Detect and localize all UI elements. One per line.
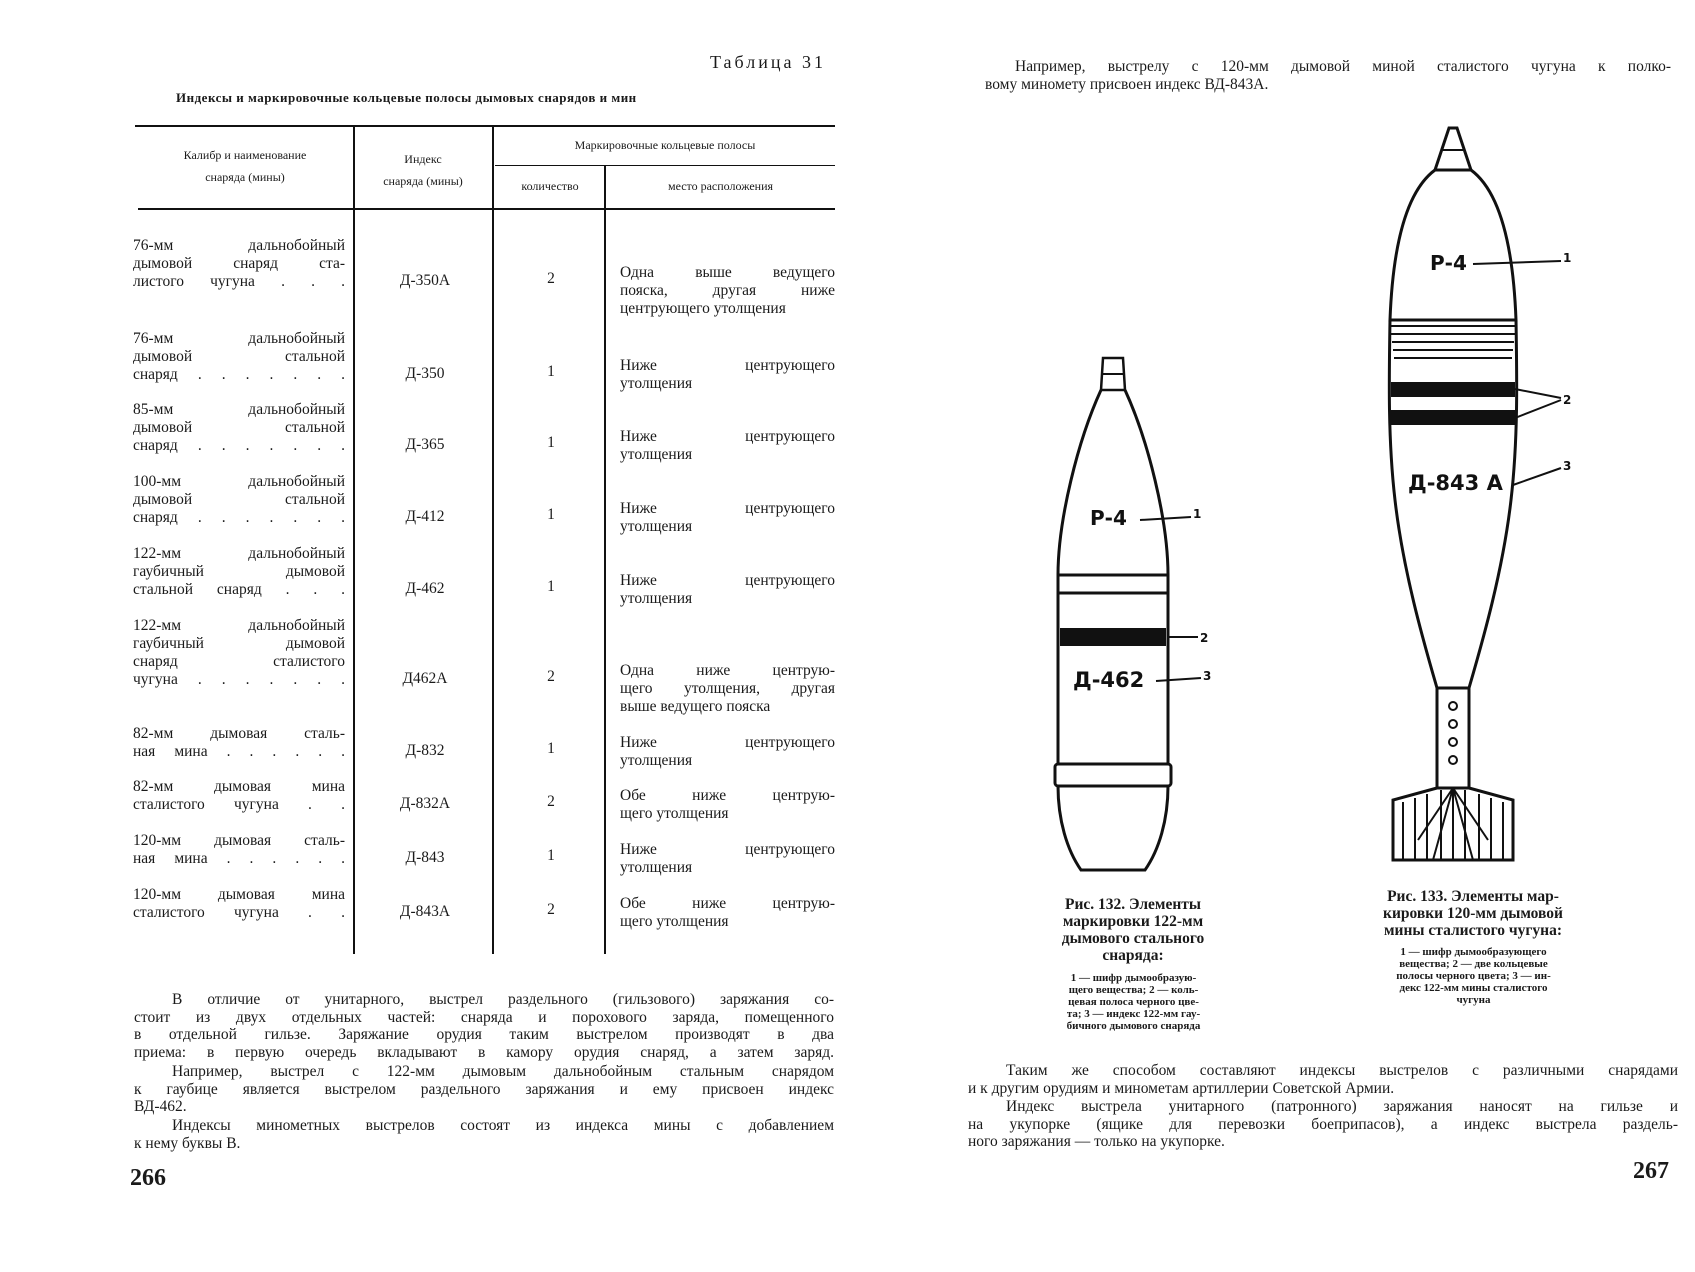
table-row-index: Д-350 [405, 365, 445, 382]
fig132-stencil-top: Р-4 [1090, 506, 1127, 530]
table-row-name: 122-мм дальнобойный гаубичный дымовой стальной снаряд . . . [133, 545, 345, 598]
table-row-location: Ниже центрующего утолщения [620, 572, 835, 607]
table-row-location: Ниже центрующего утолщения [620, 734, 835, 769]
table-row-quantity: 1 [547, 847, 555, 864]
fig133-callout-1: 1 [1563, 251, 1572, 265]
figure-133-mine [1363, 120, 1593, 880]
table-row-name: 122-мм дальнобойный гаубичный дымовой снаряд сталистого чугуна . . . . . . . [133, 617, 345, 688]
table-row-index: Д-843 [405, 849, 445, 866]
fig133-callout-2: 2 [1563, 393, 1572, 407]
table-row-location: Ниже центрующего утолщения [620, 428, 835, 463]
table-row-quantity: 2 [547, 793, 555, 810]
table-title: Индексы и маркировочные кольцевые полосы дымовых снарядов и мин [176, 90, 637, 105]
paragraph-5: Индекс выстрела унитарного (патронного) заряжания наносят на гильзе и на укупорке (ящике для перевозки боеприпасов), а индекс выстрела раздель- ного заряжания — только на укупорке. [968, 1098, 1678, 1150]
table-row-location: Ниже центрующего утолщения [620, 500, 835, 535]
table-row-name: 76-мм дальнобойный дымовой стальной снаряд . . . . . . . [133, 330, 345, 383]
table-row-index: Д-365 [405, 436, 445, 453]
table-row-name: 85-мм дальнобойный дымовой стальной снаряд . . . . . . . [133, 401, 345, 454]
paragraph-4: Таким же способом составляют индексы выстрелов с различными снарядами и к другим орудиям и минометам артиллерии Советской Армии. [968, 1062, 1678, 1097]
intro-paragraph: Например, выстрелу с 120-мм дымовой миной сталистого чугуна к полко- вому миномету присвоен индекс ВД-843А. [985, 58, 1671, 93]
table-row-name: 120-мм дымовая сталь- ная мина . . . . . . [133, 832, 345, 867]
table-top-rule [135, 125, 835, 127]
fig132-caption: Рис. 132. Элементы маркировки 122-мм дымового стального снаряда: [1061, 896, 1205, 964]
table-number: Таблица 31 [710, 52, 826, 72]
page-number-right: 267 [1633, 1158, 1669, 1184]
figure-132-shell [1023, 350, 1263, 880]
table-row-location: Ниже центрующего утолщения [620, 841, 835, 876]
page-number-left: 266 [130, 1165, 166, 1191]
fig132-callout-2: 2 [1200, 631, 1209, 645]
header-sub-rule [495, 165, 835, 166]
header-bands: Маркировочные кольцевые полосы [574, 138, 756, 152]
table-row-name: 82-мм дымовая сталь- ная мина . . . . . . [133, 725, 345, 760]
paragraph-1: В отличие от унитарного, выстрел раздельного (гильзового) заряжания со- стоит из двух отдельных частей: снаряда и порохового заряда, помещенного в отдельной гильзе. Заряжание орудия таким выстрелом производят в два приема: в первую очередь вкладывают в камору орудия снаряд, а затем заряд. [134, 991, 834, 1061]
col-divider-1 [353, 127, 355, 954]
table-row-name: 82-мм дымовая мина сталистого чугуна . . [133, 778, 345, 813]
table-row-quantity: 2 [547, 901, 555, 918]
table-row-index: Д-412 [405, 508, 445, 525]
table-row-quantity: 2 [547, 668, 555, 685]
table-row-location: Обе ниже центрую- щего утолщения [620, 895, 835, 930]
table-row-quantity: 1 [547, 578, 555, 595]
table-row-location: Одна выше ведущего пояска, другая ниже центрующего утолщения [620, 264, 835, 317]
table-row-index: Д-832 [405, 742, 445, 759]
right-page [848, 0, 1695, 1272]
header-caliber: Калибр и наименование снаряда (мины) [183, 148, 307, 184]
table-row-name: 120-мм дымовая мина сталистого чугуна . . [133, 886, 345, 921]
header-index: Индекс снаряда (мины) [383, 152, 463, 188]
fig133-legend: 1 — шифр дымообразующего вещества; 2 — две кольцевые полосы черного цвета; 3 — ин- декс 122-мм мины сталистого чугуна [1396, 946, 1551, 1006]
header-location: место расположения [667, 179, 774, 193]
fig132-callout-3: 3 [1203, 669, 1212, 683]
header-quantity: количество [521, 179, 579, 193]
table-row-quantity: 1 [547, 506, 555, 523]
table-row-location: Обе ниже центрую- щего утолщения [620, 787, 835, 822]
table-row-location: Одна ниже центрую- щего утолщения, другая выше ведущего пояска [620, 662, 835, 715]
fig132-stencil-index: Д-462 [1073, 668, 1145, 692]
table-row-quantity: 1 [547, 363, 555, 380]
paragraph-2: Например, выстрел с 122-мм дымовым дальнобойным стальным снарядом к гаубице является выстрелом раздельного заряжания и ему присвоен индекс ВД-462. [134, 1063, 834, 1115]
table-row-index: Д-350А [399, 272, 451, 289]
table-row-location: Ниже центрующего утолщения [620, 357, 835, 392]
table-row-quantity: 1 [547, 740, 555, 757]
fig133-stencil-index: Д-843 А [1408, 471, 1503, 495]
table-row-index: Д462А [402, 670, 448, 687]
fig132-callout-1: 1 [1193, 507, 1202, 521]
table-row-name: 100-мм дальнобойный дымовой стальной снаряд . . . . . . . [133, 473, 345, 526]
paragraph-3: Индексы минометных выстрелов состоят из индекса мины с добавлением к нему буквы В. [134, 1117, 834, 1152]
table-row-index: Д-832А [399, 795, 451, 812]
fig132-legend: 1 — шифр дымообразую- щего вещества; 2 — коль- цевая полоса черного цве- та; 3 — индекс 122-мм гау- бичного дымового снаряда [1066, 972, 1201, 1032]
table-row-quantity: 1 [547, 434, 555, 451]
table-row-name: 76-мм дальнобойный дымовой снаряд ста- листого чугуна . . . [133, 237, 345, 290]
fig133-callout-3: 3 [1563, 459, 1572, 473]
table-row-index: Д-843А [399, 903, 451, 920]
header-bottom-rule [138, 208, 835, 210]
table-row-index: Д-462 [405, 580, 445, 597]
fig133-stencil-top: Р-4 [1430, 251, 1467, 275]
fig133-caption: Рис. 133. Элементы мар- кировки 120-мм дымовой мины сталистого чугуна: [1383, 888, 1563, 939]
col-divider-2 [492, 127, 494, 954]
table-row-quantity: 2 [547, 270, 555, 287]
